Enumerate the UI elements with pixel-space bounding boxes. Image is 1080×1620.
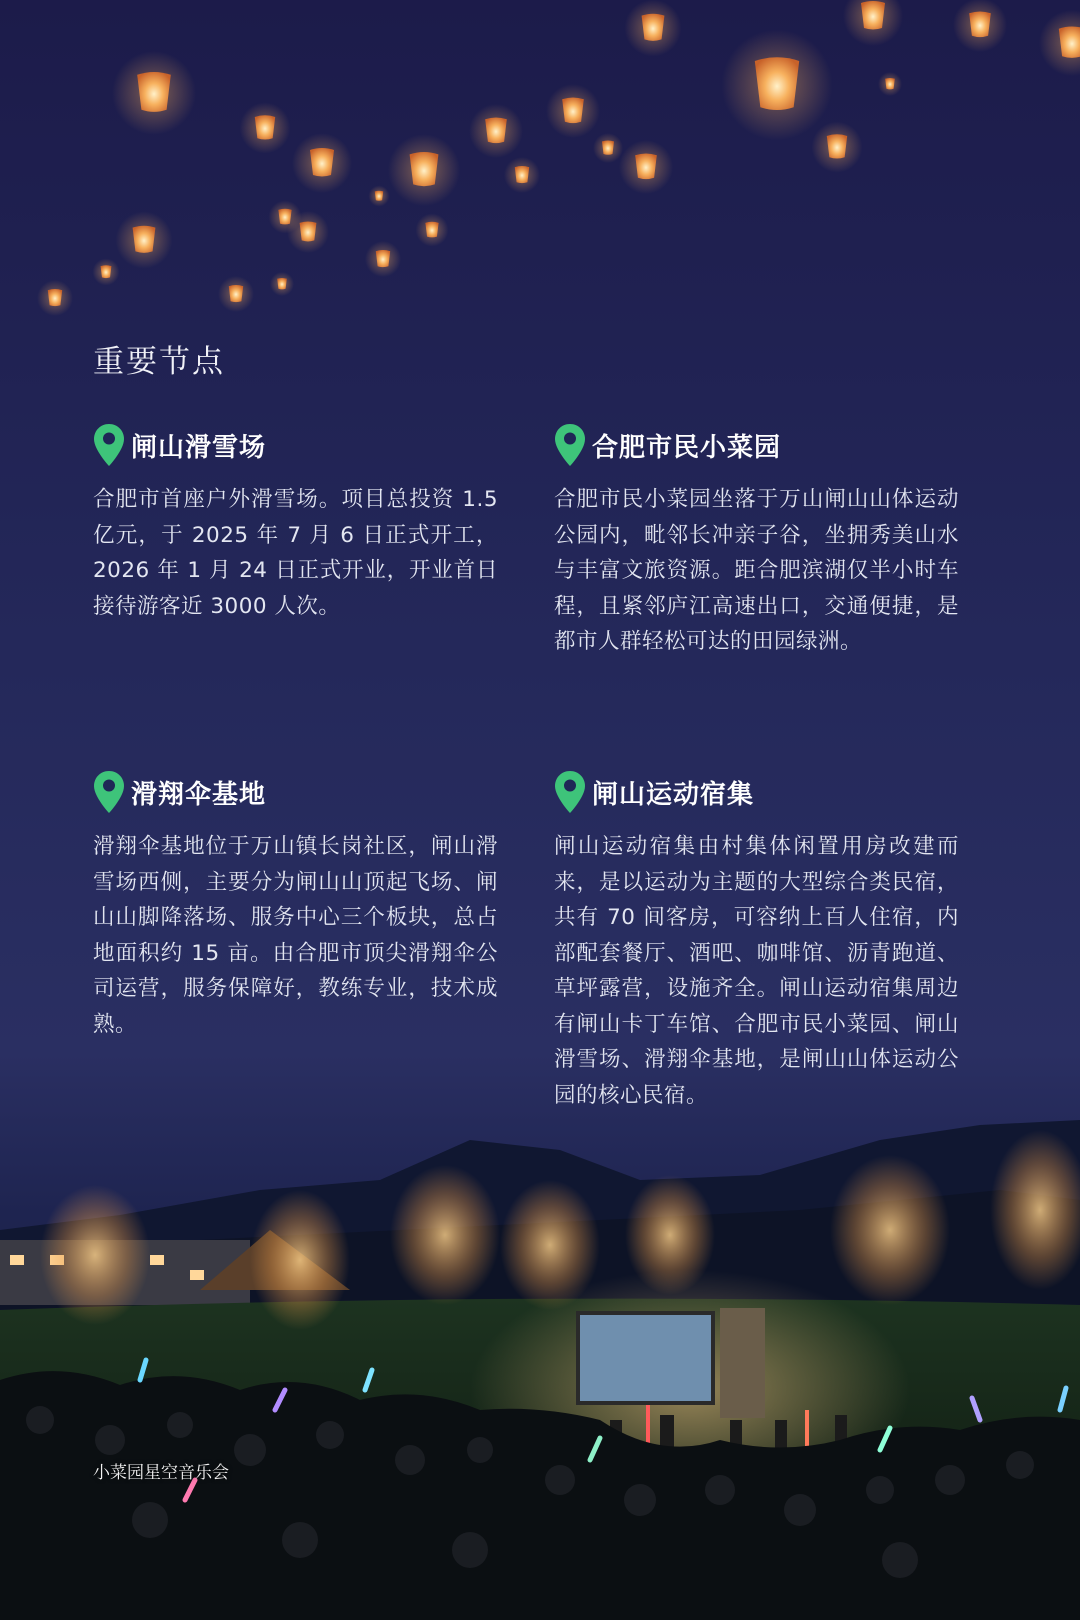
location-pin-icon [554,423,586,467]
card-title: 合肥市民小菜园 [592,432,782,463]
card-header [554,420,959,470]
card-title: 闸山滑雪场 [131,432,267,463]
node-card-sports-lodge [554,767,959,1113]
card-title: 闸山运动宿集 [592,779,755,810]
section-title: 重要节点 [93,344,225,380]
location-pin-icon [554,770,586,814]
node-card-ski-resort [93,420,498,624]
location-pin-icon [93,770,125,814]
location-pin-icon [93,423,125,467]
card-body: 滑翔伞基地位于万山镇长岗社区，闸山滑雪场西侧，主要分为闸山山顶起飞场、闸山山脚降落场、服务中心三个板块，总占地面积约 15 亩。由合肥市顶尖滑翔伞公司运营，服务保障好，教练专业，技术成熟。 [93,834,498,1037]
card-body: 合肥市民小菜园坐落于万山闸山山体运动公园内，毗邻长冲亲子谷，坐拥秀美山水与丰富文旅资源。距合肥滨湖仅半小时车程，且紧邻庐江高速出口，交通便捷，是都市人群轻松可达的田园绿洲。 [554,487,959,654]
node-card-citizen-garden [554,420,959,660]
node-card-paragliding-base [93,767,498,1042]
card-body: 合肥市首座户外滑雪场。项目总投资 1.5 亿元，于 2025 年 7 月 6 日正式开工，2026 年 1 月 24 日正式开业，开业首日接待游客近 3000 人次。 [93,487,498,619]
card-body: 闸山运动宿集由村集体闲置用房改建而来，是以运动为主题的大型综合类民宿，共有 70 间客房，可容纳上百人住宿，内部配套餐厅、酒吧、咖啡馆、沥青跑道、草坪露营，设施齐全。闸山运动宿集周边有闸山卡丁车馆、合肥市民小菜园、闸山滑雪场、滑翔伞基地，是闸山山体运动公园的核心民宿。 [554,834,959,1108]
lantern-sky [0,0,1080,330]
card-header [93,420,498,470]
card-title: 滑翔伞基地 [131,779,267,810]
photo-caption: 小菜园星空音乐会 [93,1463,229,1483]
card-header [554,767,959,817]
concert-photo [0,1120,1080,1620]
card-header [93,767,498,817]
